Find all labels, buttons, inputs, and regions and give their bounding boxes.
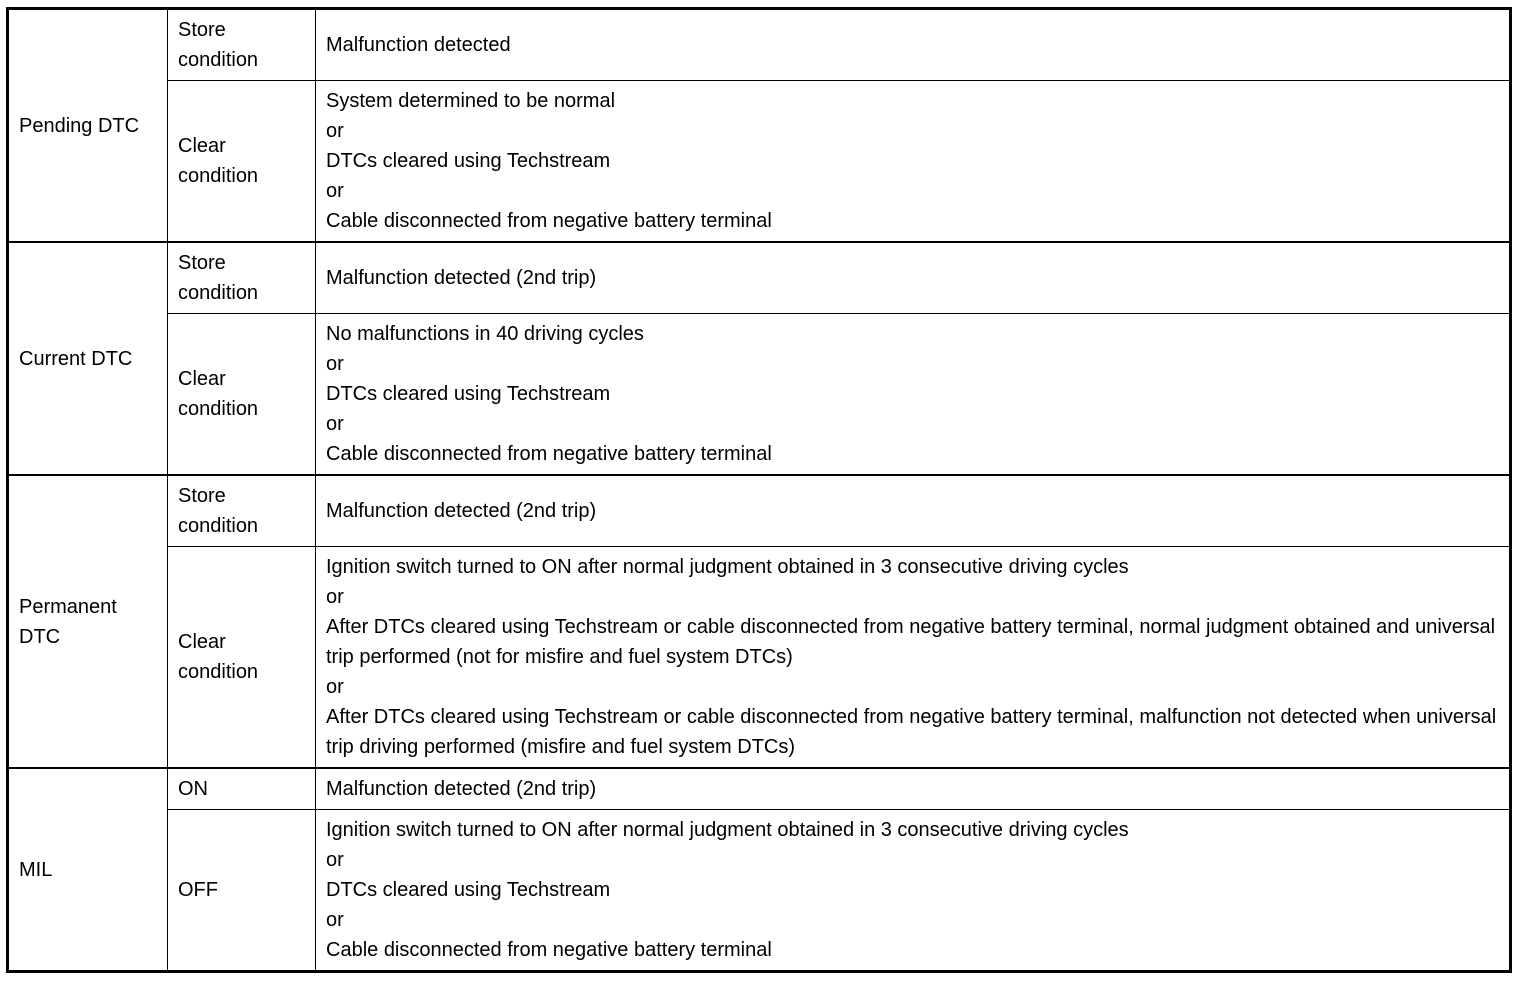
content-line: or: [326, 849, 344, 871]
table-row: [8, 81, 1511, 243]
content-line: or: [326, 353, 344, 375]
content-line: Ignition switch turned to ON after normal judgment obtained in 3 consecutive driving cycles: [326, 819, 1129, 841]
content-line: Malfunction detected (2nd trip): [326, 267, 597, 289]
condition-cell: Store condition: [168, 242, 316, 314]
table-row: [8, 9, 1511, 81]
content-line: DTCs cleared using Techstream: [326, 150, 611, 172]
content-line: Cable disconnected from negative battery terminal: [326, 443, 772, 465]
row-group-label-current-dtc: Current DTC: [8, 242, 168, 475]
content-line: No malfunctions in 40 driving cycles: [326, 323, 644, 345]
content-cell: [316, 475, 1511, 547]
table-row: [8, 768, 1511, 810]
content-line: or: [326, 180, 344, 202]
content-cell: [316, 314, 1511, 476]
content-line: Malfunction detected (2nd trip): [326, 778, 597, 800]
content-cell: [316, 768, 1511, 810]
dtc-status-table: [6, 7, 1512, 973]
content-cell: [316, 9, 1511, 81]
table-row: [8, 547, 1511, 769]
content-cell: [316, 810, 1511, 972]
content-cell: [316, 547, 1511, 769]
condition-cell: OFF: [168, 810, 316, 972]
content-line: or: [326, 586, 344, 608]
table-row: [8, 475, 1511, 547]
content-line: Malfunction detected (2nd trip): [326, 500, 597, 522]
content-line: DTCs cleared using Techstream: [326, 383, 611, 405]
content-line: Ignition switch turned to ON after normal judgment obtained in 3 consecutive driving cycles: [326, 556, 1129, 578]
condition-cell: Clear condition: [168, 547, 316, 769]
content-cell: [316, 242, 1511, 314]
table-row: [8, 810, 1511, 972]
content-line: or: [326, 909, 344, 931]
condition-cell: Clear condition: [168, 81, 316, 243]
content-line: DTCs cleared using Techstream: [326, 879, 611, 901]
content-line: or: [326, 676, 344, 698]
row-group-label-pending-dtc: Pending DTC: [8, 9, 168, 243]
content-line: After DTCs cleared using Techstream or cable disconnected from negative battery terminal, normal judgment obtained and universal trip performed (not for misfire and fuel system DTCs): [326, 616, 1496, 668]
table-row: [8, 314, 1511, 476]
content-cell: [316, 81, 1511, 243]
condition-cell: Store condition: [168, 475, 316, 547]
condition-cell: Store condition: [168, 9, 316, 81]
content-line: or: [326, 120, 344, 142]
content-line: After DTCs cleared using Techstream or cable disconnected from negative battery terminal, malfunction not detected when universal trip driving performed (misfire and fuel system DTCs): [326, 706, 1497, 758]
content-line: or: [326, 413, 344, 435]
content-line: System determined to be normal: [326, 90, 616, 112]
condition-cell: Clear condition: [168, 314, 316, 476]
content-line: Cable disconnected from negative battery terminal: [326, 939, 772, 961]
row-group-label-permanent-dtc: Permanent DTC: [8, 475, 168, 768]
content-line: Cable disconnected from negative battery terminal: [326, 210, 772, 232]
table-row: [8, 242, 1511, 314]
row-group-label-mil: MIL: [8, 768, 168, 972]
condition-cell: ON: [168, 768, 316, 810]
content-line: Malfunction detected: [326, 34, 511, 56]
